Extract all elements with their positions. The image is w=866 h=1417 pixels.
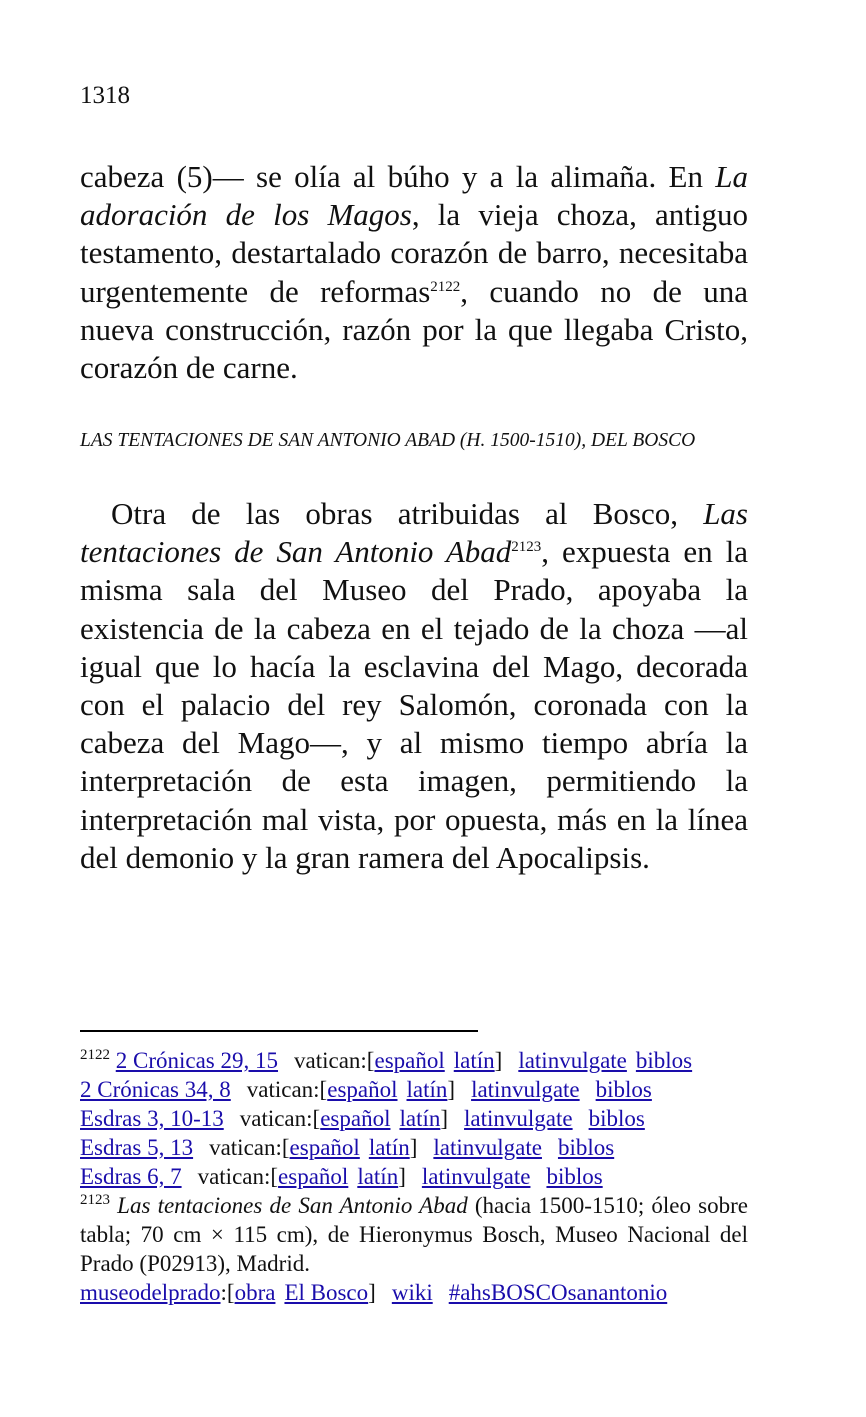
latin-link[interactable]: latín bbox=[368, 1135, 410, 1160]
bracket-close: ] bbox=[398, 1164, 406, 1189]
biblos-link[interactable]: biblos bbox=[557, 1135, 615, 1160]
footnote-ref-2122[interactable]: 2122 bbox=[430, 278, 461, 295]
footnote-ref-2123[interactable]: 2123 bbox=[511, 539, 542, 556]
espanol-link[interactable]: español bbox=[327, 1077, 398, 1102]
bible-ref-link[interactable]: Esdras 6, 7 bbox=[80, 1164, 182, 1189]
bracket-close: ] bbox=[447, 1077, 456, 1102]
latinvulgate-link[interactable]: latinvulgate bbox=[471, 1077, 580, 1102]
footnote-2122-line bbox=[80, 1162, 748, 1191]
vatican-label: vatican:[ bbox=[246, 1077, 328, 1102]
biblos-link[interactable]: biblos bbox=[546, 1164, 603, 1189]
footnote-2122-line bbox=[80, 1104, 748, 1133]
page-number: 1318 bbox=[80, 82, 130, 109]
vatican-label: vatican:[ bbox=[197, 1164, 279, 1189]
vatican-label: vatican:[ bbox=[294, 1048, 375, 1073]
obra-link[interactable]: obra bbox=[234, 1280, 276, 1305]
bible-ref-link[interactable]: Esdras 5, 13 bbox=[80, 1135, 194, 1160]
vatican-label: vatican:[ bbox=[239, 1106, 321, 1131]
footnote-number: 2122 bbox=[80, 1047, 110, 1063]
section-heading: LAS TENTACIONES DE SAN ANTONIO ABAD (H. 1500-1510), DEL BOSCO bbox=[80, 430, 696, 451]
footnote-2122-line bbox=[80, 1133, 748, 1162]
bible-ref-link[interactable]: 2 Crónicas 29, 15 bbox=[115, 1048, 279, 1073]
espanol-link[interactable]: español bbox=[289, 1135, 360, 1160]
biblos-link[interactable]: biblos bbox=[635, 1048, 693, 1073]
vatican-label: vatican:[ bbox=[209, 1135, 290, 1160]
paragraph-text: , la vieja choza, antiguo testamento, destartalado corazón de barro, necesitaba urgentemente de reformas bbox=[80, 197, 748, 309]
bracket-close: ] bbox=[440, 1106, 449, 1131]
latinvulgate-link[interactable]: latinvulgate bbox=[433, 1135, 542, 1160]
hashtag-link[interactable]: #ahsBOSCOsanantonio bbox=[448, 1280, 668, 1305]
footnote-2123 bbox=[80, 1191, 748, 1278]
paragraph-text: , expuesta en la misma sala del Museo del Prado, apoyaba la existencia de la cabeza en el tejado de la choza —al igual que lo hacía la esclavina del Mago, decorada con el palacio del rey Salomón, coronada con la cabeza del Mago—, y al mismo tiempo abría la interpretación de esta imagen, permitiendo la interpretación mal vista, por opuesta, más en la línea del demonio y la gran ramera del Apocalipsis. bbox=[80, 534, 748, 875]
body-paragraph-2 bbox=[80, 495, 748, 877]
bible-ref-link[interactable]: 2 Crónicas 34, 8 bbox=[80, 1077, 231, 1102]
espanol-link[interactable]: español bbox=[320, 1106, 391, 1131]
footnote-text: (hacia 1500-1510; óleo sobre tabla; 70 cm × 115 cm), de Hieronymus Bosch, Museo Nacional del Prado (P02913), Madrid. bbox=[80, 1193, 748, 1276]
artwork-title-tentaciones: Las tentaciones de San Antonio Abad bbox=[80, 496, 748, 570]
latinvulgate-link[interactable]: latinvulgate bbox=[518, 1048, 627, 1073]
latin-link[interactable]: latín bbox=[453, 1048, 495, 1073]
espanol-link[interactable]: español bbox=[278, 1164, 349, 1189]
latin-link[interactable]: latín bbox=[399, 1106, 441, 1131]
footnote-2122-line bbox=[80, 1075, 748, 1104]
latin-link[interactable]: latín bbox=[406, 1077, 448, 1102]
latinvulgate-link[interactable]: latinvulgate bbox=[421, 1164, 531, 1189]
el-bosco-link[interactable]: El Bosco bbox=[284, 1280, 369, 1305]
biblos-link[interactable]: biblos bbox=[595, 1077, 652, 1102]
biblos-link[interactable]: biblos bbox=[588, 1106, 645, 1131]
body-paragraph-1 bbox=[80, 158, 748, 387]
footnote-number: 2123 bbox=[80, 1192, 110, 1208]
bible-ref-link[interactable]: Esdras 3, 10-13 bbox=[80, 1106, 224, 1131]
footnotes bbox=[80, 1046, 748, 1307]
bracket-close: ] bbox=[409, 1135, 418, 1160]
espanol-link[interactable]: español bbox=[374, 1048, 445, 1073]
bracket-close: ] bbox=[368, 1280, 376, 1305]
wiki-link[interactable]: wiki bbox=[391, 1280, 433, 1305]
paragraph-text: cabeza (5)— se olía al búho y a la alimaña. En bbox=[80, 159, 716, 194]
paragraph-text: , cuando no de una nueva construcción, razón por la que llegaba Cristo, corazón de carne. bbox=[80, 273, 748, 386]
footnote-2122-line bbox=[80, 1046, 748, 1075]
footnote-separator bbox=[80, 1030, 478, 1032]
artwork-title-adoracion: La adoración de los Magos bbox=[80, 159, 748, 233]
footnote-2123-links bbox=[80, 1278, 748, 1307]
bracket-open: :[ bbox=[220, 1280, 235, 1305]
paragraph-text: Otra de las obras atribuidas al Bosco, bbox=[111, 496, 704, 531]
footnote-artwork-title: Las tentaciones de San Antonio Abad bbox=[117, 1193, 468, 1218]
museodelprado-link[interactable]: museodelprado bbox=[80, 1280, 221, 1305]
bracket-close: ] bbox=[494, 1048, 503, 1073]
latin-link[interactable]: latín bbox=[357, 1164, 399, 1189]
latinvulgate-link[interactable]: latinvulgate bbox=[464, 1106, 573, 1131]
